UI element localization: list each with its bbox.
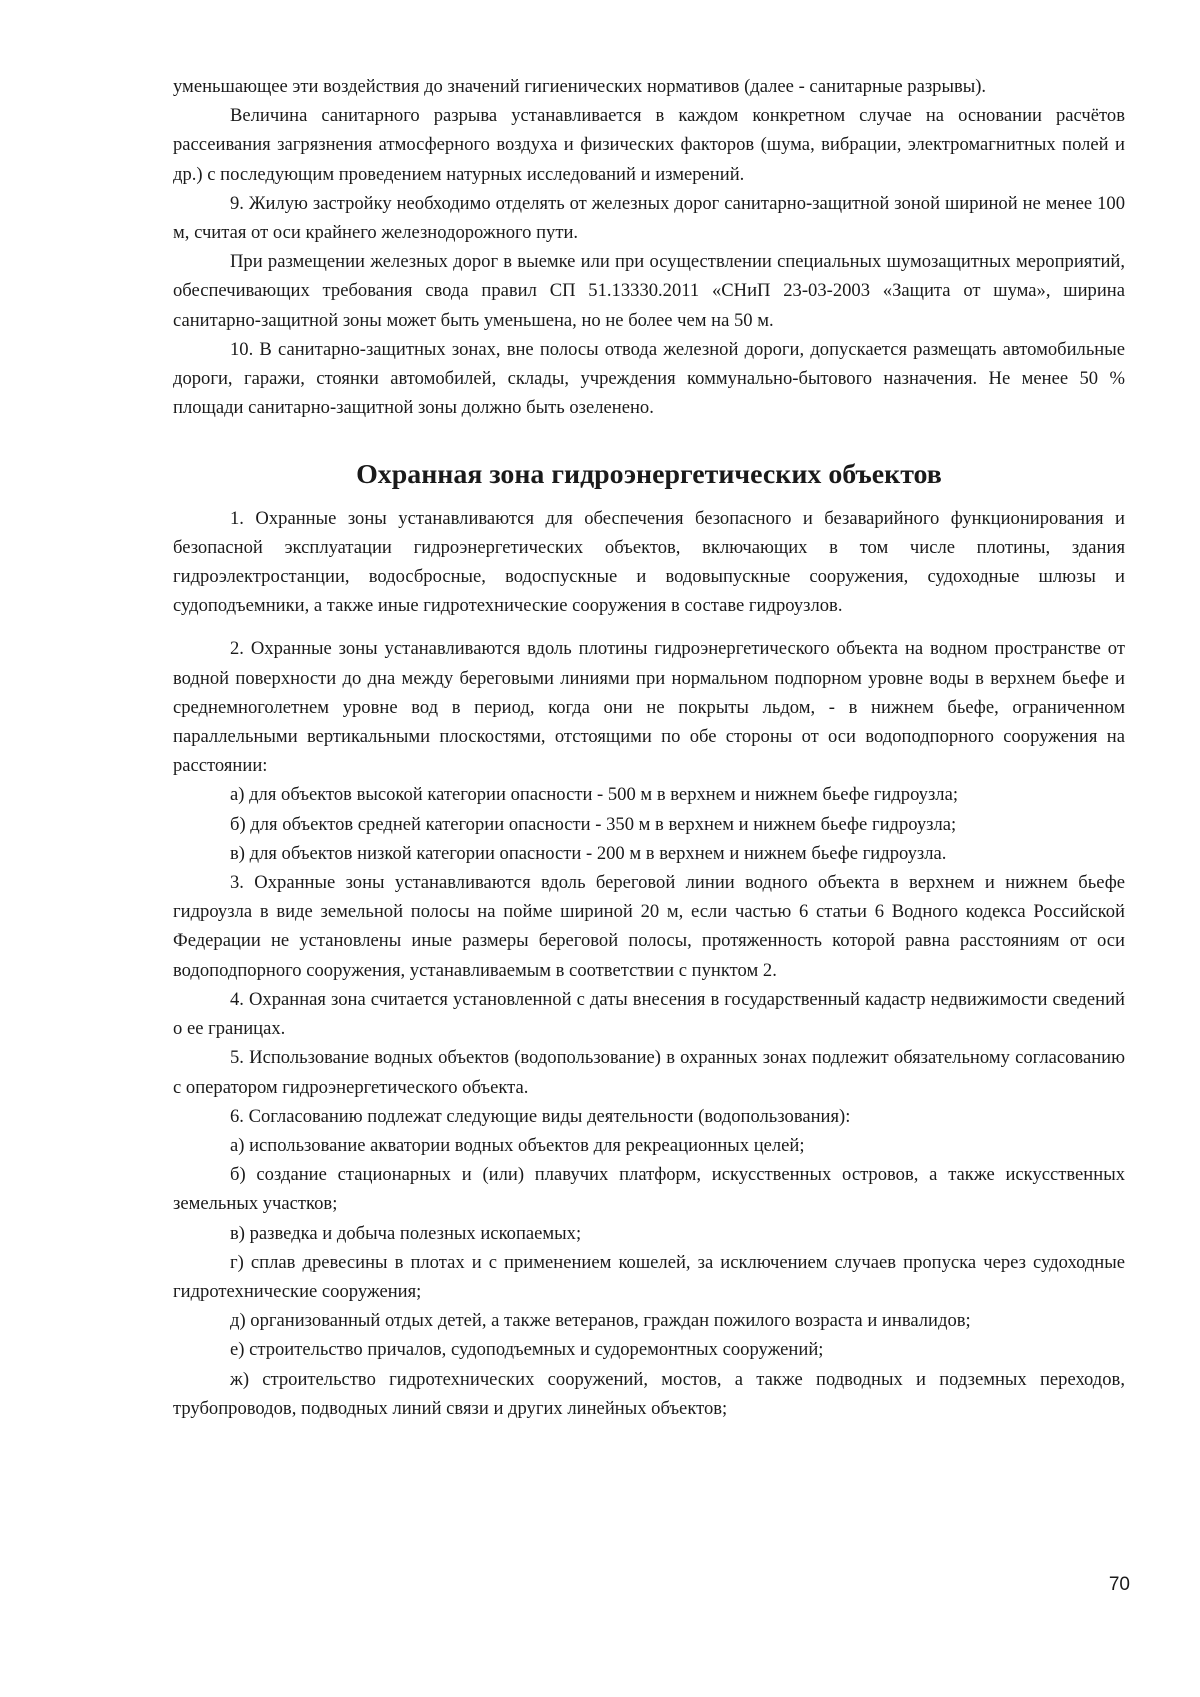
paragraph-item-4: 4. Охранная зона считается установленной с даты внесения в государственный кадастр недвижимости сведений о ее границах. bbox=[173, 988, 1125, 1040]
list-item-a-recreation: а) использование акватории водных объектов для рекреационных целей; bbox=[230, 1134, 805, 1156]
paragraph-item-9: 9. Жилую застройку необходимо отделять от железных дорог санитарно-защитной зоной шириной не менее 100 м, считая от оси крайнего железнодорожного пути. bbox=[173, 192, 1125, 244]
page-content bbox=[173, 72, 1125, 1423]
section-heading: Охранная зона гидроэнергетических объектов bbox=[356, 459, 942, 491]
list-item-g-timber: г) сплав древесины в плотах и с применением кошелей, за исключением случаев пропуска через судоходные гидротехнические сооружения; bbox=[173, 1251, 1125, 1302]
paragraph-item-3: 3. Охранные зоны устанавливаются вдоль береговой линии водного объекта в верхнем и нижнем бьефе гидроузла в виде земельной полосы на пойме шириной 20 м, если частью 6 статьи 6 Водного кодекса Российской Федерации не установлены иные размеры береговой полосы, протяженность которой равна расстояниям от оси водоподпорного сооружения, устанавливаемым в соответствии с пунктом 2. bbox=[173, 872, 1125, 981]
paragraph-noise-protection: При размещении железных дорог в выемке или при осуществлении специальных шумозащитных мероприятий, обеспечивающих требования свода правил СП 51.13330.2011 «СНиП 23-03-2003 «Защита от шума», ширина санитарно-защитной зоны может быть уменьшена, но не более чем на 50 м. bbox=[173, 251, 1125, 331]
list-item-d-recreation-groups: д) организованный отдых детей, а также ветеранов, граждан пожилого возраста и инвалидов; bbox=[230, 1310, 971, 1332]
list-item-b-platforms: б) создание стационарных и (или) плавучих платформ, искусственных островов, а также искусственных земельных участков; bbox=[173, 1164, 1125, 1215]
list-item-zh-structures: ж) строительство гидротехнических сооружений, мостов, а также подводных и подземных переходов, трубопроводов, подводных линий связи и других линейных объектов; bbox=[173, 1368, 1125, 1419]
paragraph-item-2: 2. Охранные зоны устанавливаются вдоль плотины гидроэнергетического объекта на водном пространстве от водной поверхности до дна между береговыми линиями при нормальном подпорном уровне воды в верхнем бьефе и среднемноголетнем уровне вод в период, когда они не покрыты льдом, - в нижнем бьефе, ограниченном параллельными вертикальными плоскостями, отстоящими по обе стороны от оси водоподпорного сооружения на расстоянии: bbox=[173, 638, 1125, 777]
page-number: 70 bbox=[1108, 1574, 1130, 1595]
list-item-c-low: в) для объектов низкой категории опасности - 200 м в верхнем и нижнем бьефе гидроузла. bbox=[230, 842, 947, 864]
paragraph-continuation: уменьшающее эти воздействия до значений гигиенических нормативов (далее - санитарные разрывы). bbox=[173, 76, 987, 97]
list-item-v-mining: в) разведка и добыча полезных ископаемых; bbox=[230, 1222, 582, 1244]
paragraph-sanitary-gap: Величина санитарного разрыва устанавливается в каждом конкретном случае на основании расчётов рассеивания загрязнения атмосферного воздуха и физических факторов (шума, вибрации, электромагнитных полей и др.) с последующим проведением натурных исследований и измерений. bbox=[173, 105, 1125, 185]
paragraph-item-5: 5. Использование водных объектов (водопользование) в охранных зонах подлежит обязательному согласованию с оператором гидроэнергетического объекта. bbox=[173, 1047, 1125, 1098]
paragraph-item-6: 6. Согласованию подлежат следующие виды деятельности (водопользования): bbox=[230, 1105, 851, 1127]
paragraph-item-10: 10. В санитарно-защитных зонах, вне полосы отвода железной дороги, допускается размещать автомобильные дороги, гаражи, стоянки автомобилей, склады, учреждения коммунально-бытового назначения. Не менее 50 % площади санитарно-защитной зоны должно быть озеленено. bbox=[173, 338, 1125, 419]
list-item-b-medium: б) для объектов средней категории опасности - 350 м в верхнем и нижнем бьефе гидроузла; bbox=[230, 813, 957, 835]
list-item-a-high: а) для объектов высокой категории опасности - 500 м в верхнем и нижнем бьефе гидроузла; bbox=[230, 784, 958, 806]
paragraph-item-1: 1. Охранные зоны устанавливаются для обеспечения безопасного и безаварийного функционирования и безопасной эксплуатации гидроэнергетических объектов, включающих в том числе плотины, здания гидроэлектростанции, водосбросные, водоспускные и водовыпускные сооружения, судоходные шлюзы и судоподъемники, а также иные гидротехнические сооружения в составе гидроузлов. bbox=[173, 507, 1125, 617]
list-item-e-piers: е) строительство причалов, судоподъемных и судоремонтных сооружений; bbox=[230, 1339, 824, 1361]
